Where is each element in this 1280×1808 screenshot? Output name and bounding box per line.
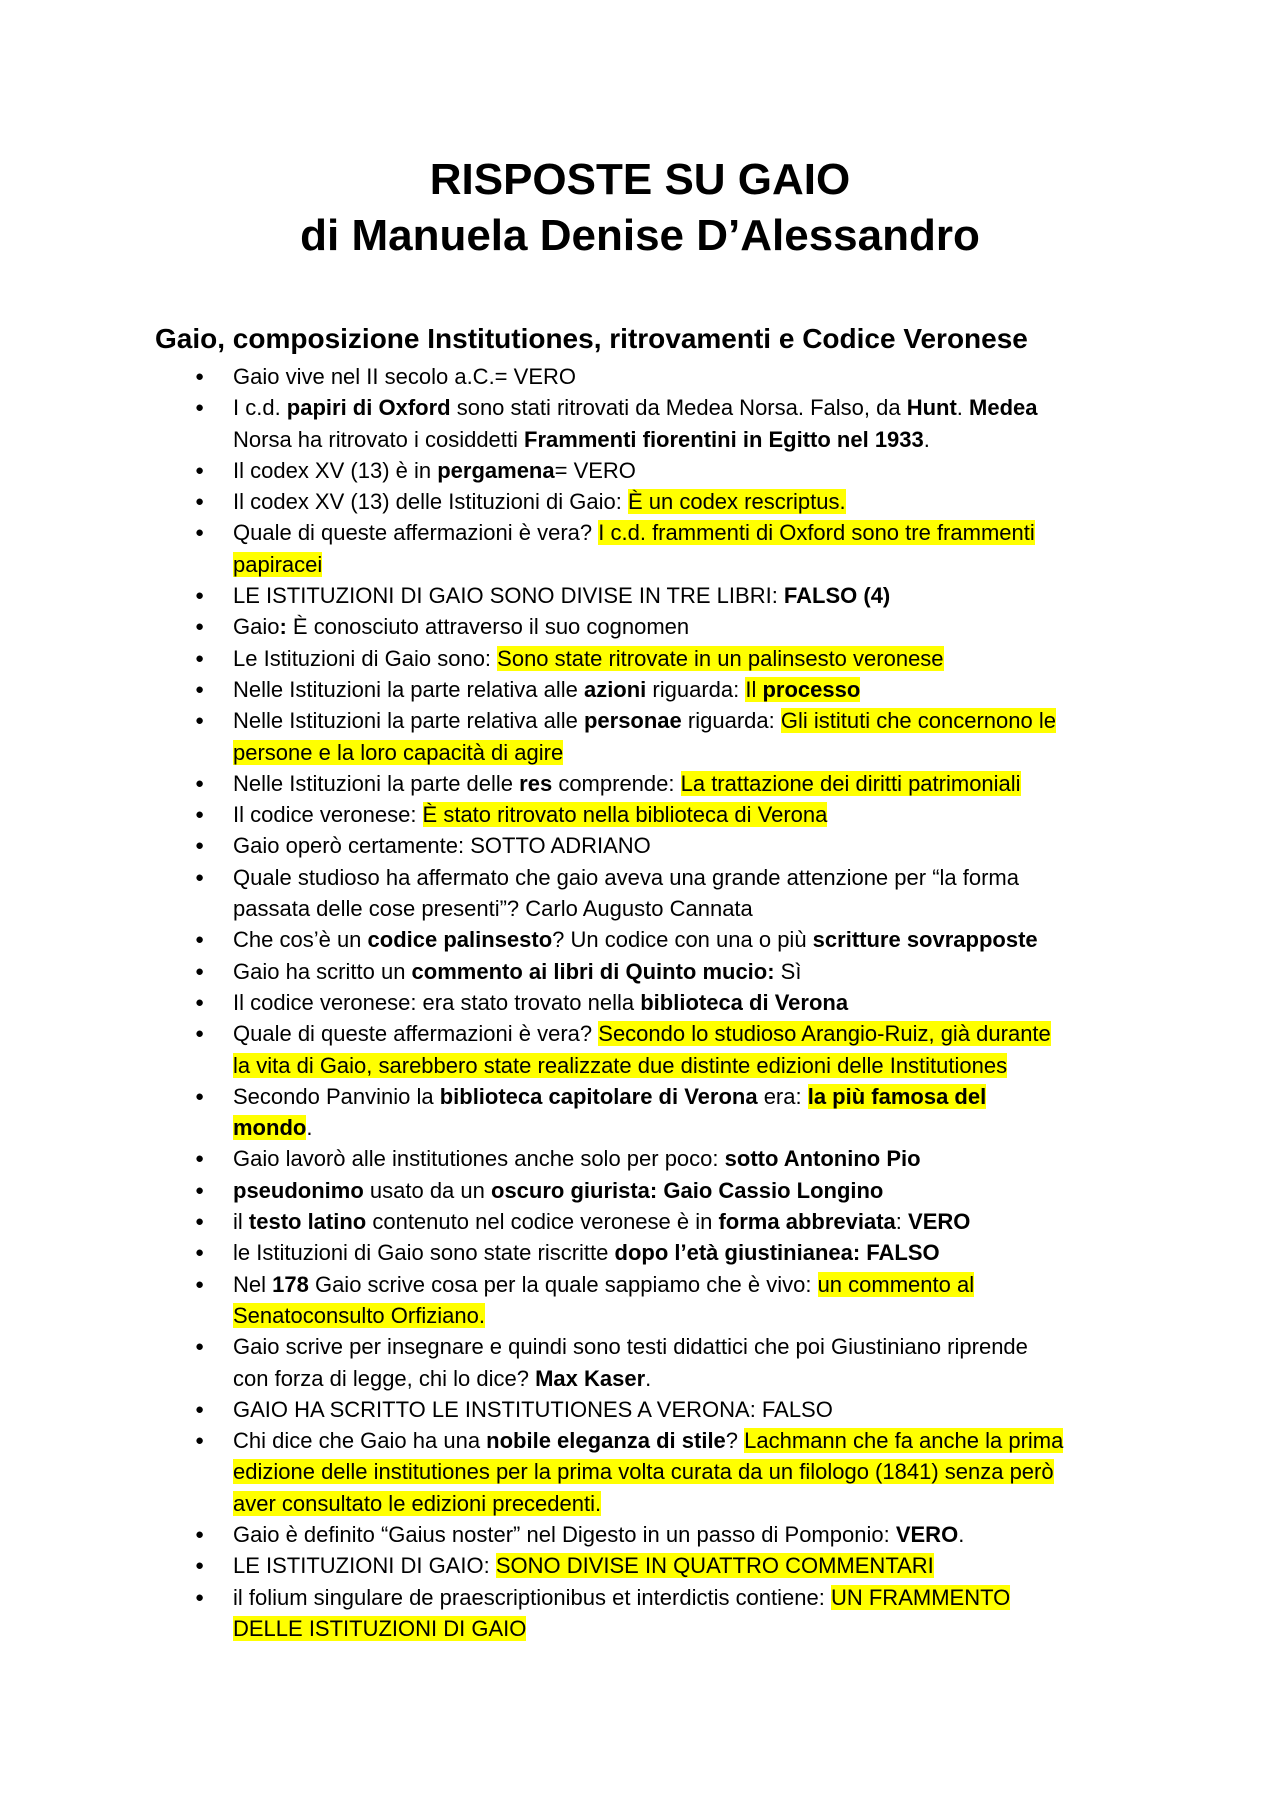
- list-item-line: [233, 1300, 1133, 1331]
- list-item-line: [233, 737, 1133, 768]
- text-run: Gaio scrive per insegnare e quindi sono testi didattici che poi Giustiniano riprende: [233, 1334, 1028, 1360]
- list-item-line: [233, 1269, 1133, 1300]
- text-run: Nelle Istituzioni la parte relativa alle: [233, 708, 584, 734]
- highlighted-text: Sono state ritrovate in un palinsesto veronese: [497, 645, 944, 671]
- text-run: Gaio è definito “Gaius noster” nel Digesto in un passo di Pomponio:: [233, 1521, 896, 1547]
- text-run: ?: [725, 1428, 745, 1454]
- text-run: Nelle Istituzioni la parte delle: [233, 770, 520, 796]
- list-item-line: [233, 424, 1133, 455]
- list-item: [0, 455, 1133, 486]
- highlighted-text: aver consultato le edizioni precedenti.: [233, 1490, 602, 1516]
- list-item: [0, 956, 1133, 987]
- highlighted-text: mondo: [233, 1115, 307, 1141]
- list-item-line: [233, 674, 1133, 705]
- text-run: Sì: [774, 958, 802, 984]
- list-item-line: [233, 1394, 1133, 1425]
- text-run: I c.d.: [233, 395, 287, 421]
- text-run: :: [895, 1209, 909, 1235]
- list-item-line: [233, 1456, 1133, 1487]
- list-item-line: [233, 1519, 1133, 1550]
- text-run: Il codice veronese: era stato trovato nella: [233, 989, 641, 1015]
- text-run: il: [233, 1209, 249, 1235]
- list-item: [0, 830, 1133, 861]
- list-item-line: [233, 1050, 1133, 1081]
- list-item: [0, 924, 1133, 955]
- list-item: [0, 1206, 1133, 1237]
- list-item-line: [233, 893, 1133, 924]
- list-item-line: [233, 862, 1133, 893]
- text-run: riguarda:: [681, 708, 781, 734]
- text-run: biblioteca capitolare di Verona: [439, 1083, 758, 1109]
- text-run: VERO: [895, 1521, 959, 1547]
- text-run: Il codex XV (13) è in: [233, 457, 438, 483]
- text-run: testo latino: [248, 1209, 367, 1235]
- list-item: [0, 517, 1133, 580]
- text-run: Gaio operò certamente: SOTTO ADRIANO: [233, 833, 651, 859]
- list-item: [0, 361, 1133, 392]
- list-item-line: [233, 643, 1133, 674]
- list-item: [0, 1269, 1133, 1332]
- text-run: Medea: [969, 395, 1038, 421]
- list-item: [0, 1550, 1133, 1581]
- text-run: FALSO (4): [783, 583, 891, 609]
- text-run: codice palinsesto: [367, 927, 553, 953]
- list-item: [0, 987, 1133, 1018]
- text-run: scritture sovrapposte: [812, 927, 1038, 953]
- list-item-line: [233, 1018, 1133, 1049]
- text-run: sono stati ritrovati da Medea Norsa. Falso, da: [450, 395, 907, 421]
- text-run: usato da un: [363, 1177, 491, 1203]
- highlighted-text: La trattazione dei diritti patrimoniali: [680, 770, 1021, 796]
- text-run: Il codex XV (13) delle Istituzioni di Gaio:: [233, 489, 628, 515]
- text-run: pseudonimo: [233, 1177, 364, 1203]
- list-item: [0, 1175, 1133, 1206]
- document-title: RISPOSTE SU GAIO: [429, 155, 851, 204]
- list-item-line: [233, 705, 1133, 736]
- list-item-line: [233, 517, 1133, 548]
- text-run: biblioteca di Verona: [640, 989, 849, 1015]
- text-run: .: [958, 1521, 965, 1547]
- list-item-line: [233, 1237, 1133, 1268]
- list-item-line: [233, 956, 1133, 987]
- list-item-line: [233, 1582, 1133, 1613]
- list-item-line: [233, 1175, 1133, 1206]
- list-item-line: [233, 1613, 1133, 1644]
- highlighted-text: SONO DIVISE IN QUATTRO COMMENTARI: [495, 1553, 934, 1579]
- text-run: pergamena: [437, 457, 555, 483]
- list-item: [0, 1394, 1133, 1425]
- list-item-line: [233, 486, 1133, 517]
- text-run: Nel: [233, 1271, 273, 1297]
- text-run: forma abbreviata: [718, 1209, 896, 1235]
- text-run: È conosciuto attraverso il suo cognomen: [286, 614, 690, 640]
- list-item: [0, 580, 1133, 611]
- text-run: Norsa ha ritrovato i cosiddetti: [233, 426, 525, 452]
- highlighted-text: È un codex rescriptus.: [627, 489, 846, 515]
- list-item-line: [233, 361, 1133, 392]
- list-item-line: [233, 799, 1133, 830]
- text-run: Quale di queste affermazioni è vera?: [233, 1021, 599, 1047]
- text-run: Quale studioso ha affermato che gaio aveva una grande attenzione per “la forma: [233, 864, 1019, 890]
- text-run: ? Un codice con una o più: [552, 927, 813, 953]
- text-run: .: [645, 1365, 652, 1391]
- text-run: Che cos’è un: [233, 927, 368, 953]
- list-item-line: [233, 1363, 1133, 1394]
- list-item-line: [233, 768, 1133, 799]
- text-run: :: [279, 614, 287, 640]
- list-item-line: [233, 1425, 1133, 1456]
- text-run: Gaio: [233, 614, 280, 640]
- list-item: [0, 1081, 1133, 1144]
- list-item: [0, 1331, 1133, 1394]
- text-run: .: [306, 1115, 313, 1141]
- list-item-line: [233, 611, 1133, 642]
- text-run: .: [956, 395, 970, 421]
- text-run: Gaio lavorò alle institutiones anche solo per poco:: [233, 1146, 725, 1172]
- text-run: azioni: [583, 676, 647, 702]
- text-run: le Istituzioni di Gaio sono state riscritte: [233, 1240, 615, 1266]
- section-heading: Gaio, composizione Institutiones, ritrovamenti e Codice Veronese: [155, 323, 1028, 354]
- text-run: GAIO HA SCRITTO LE INSTITUTIONES A VERONA: FALSO: [233, 1396, 833, 1422]
- text-run: contenuto nel codice veronese è in: [366, 1209, 719, 1235]
- list-item: [0, 1018, 1133, 1081]
- list-item-line: [233, 1488, 1133, 1519]
- list-item: [0, 674, 1133, 705]
- text-run: res: [519, 770, 553, 796]
- document-author: di Manuela Denise D’Alessandro: [300, 211, 980, 260]
- text-run: Frammenti fiorentini in Egitto nel 1933: [524, 426, 924, 452]
- highlighted-text: Secondo lo studioso Arangio-Ruiz, già durante: [598, 1021, 1051, 1047]
- text-run: LE ISTITUZIONI DI GAIO:: [233, 1553, 496, 1579]
- text-run: 178: [272, 1271, 309, 1297]
- list-item: [0, 392, 1133, 455]
- list-item: [0, 768, 1133, 799]
- text-run: Quale di queste affermazioni è vera?: [233, 520, 599, 546]
- highlighted-text: la vita di Gaio, sarebbero state realizzate due distinte edizioni delle Institutiones: [233, 1052, 1008, 1078]
- answer-list: [0, 361, 1133, 1644]
- list-item: [0, 486, 1133, 517]
- list-item: [0, 611, 1133, 642]
- text-run: Max Kaser: [535, 1365, 646, 1391]
- highlighted-text: un commento al: [817, 1271, 975, 1297]
- text-run: personae: [583, 708, 682, 734]
- text-run: Nelle Istituzioni la parte relativa alle: [233, 676, 584, 702]
- highlighted-text: I c.d. frammenti di Oxford sono tre frammenti: [598, 520, 1035, 546]
- highlighted-text: persone e la loro capacità di agire: [233, 739, 564, 765]
- text-run: commento ai libri di Quinto mucio:: [411, 958, 775, 984]
- list-item: [0, 862, 1133, 925]
- text-run: papiri di Oxford: [286, 395, 451, 421]
- list-item: [0, 1425, 1133, 1519]
- list-item-line: [233, 987, 1133, 1018]
- highlighted-text: DELLE ISTITUZIONI DI GAIO: [233, 1615, 527, 1641]
- list-item: [0, 705, 1133, 768]
- text-run: dopo l’età giustinianea: FALSO: [614, 1240, 940, 1266]
- text-run: Gaio scrive cosa per la quale sappiamo che è vivo:: [308, 1271, 818, 1297]
- text-run: riguarda:: [646, 676, 746, 702]
- list-item-line: [233, 392, 1133, 423]
- text-run: LE ISTITUZIONI DI GAIO SONO DIVISE IN TRE LIBRI:: [233, 583, 784, 609]
- text-run: Le Istituzioni di Gaio sono:: [233, 645, 498, 671]
- list-item-line: [233, 1143, 1133, 1174]
- text-run: Gaio ha scritto un: [233, 958, 412, 984]
- list-item-line: [233, 1550, 1133, 1581]
- highlighted-text: processo: [762, 676, 861, 702]
- list-item: [0, 1519, 1133, 1550]
- list-item-line: [233, 924, 1133, 955]
- highlighted-text: papiracei: [233, 551, 323, 577]
- text-run: Chi dice che Gaio ha una: [233, 1428, 487, 1454]
- text-run: con forza di legge, chi lo dice?: [233, 1365, 536, 1391]
- list-item: [0, 799, 1133, 830]
- text-run: Hunt: [906, 395, 957, 421]
- text-run: oscuro giurista: Gaio Cassio Longino: [491, 1177, 884, 1203]
- text-run: era:: [757, 1083, 808, 1109]
- list-item: [0, 1237, 1133, 1268]
- text-run: comprende:: [552, 770, 681, 796]
- list-item-line: [233, 830, 1133, 861]
- list-item: [0, 1143, 1133, 1174]
- text-run: nobile eleganza di stile: [486, 1428, 726, 1454]
- highlighted-text: la più famosa del: [807, 1083, 987, 1109]
- list-item-line: [233, 549, 1133, 580]
- highlighted-text: Lachmann che fa anche la prima: [744, 1428, 1064, 1454]
- list-item-line: [233, 1112, 1133, 1143]
- highlighted-text: edizione delle institutiones per la prima volta curata da un filologo (1841) senza però: [233, 1459, 1054, 1485]
- highlighted-text: Il: [745, 676, 763, 702]
- text-run: sotto Antonino Pio: [724, 1146, 921, 1172]
- text-run: passata delle cose presenti”? Carlo Augusto Cannata: [233, 896, 753, 922]
- highlighted-text: UN FRAMMENTO: [830, 1584, 1011, 1610]
- text-run: .: [923, 426, 930, 452]
- list-item: [0, 643, 1133, 674]
- list-item-line: [233, 1081, 1133, 1112]
- text-run: = VERO: [554, 457, 636, 483]
- list-item-line: [233, 1206, 1133, 1237]
- text-run: Secondo Panvinio la: [233, 1083, 440, 1109]
- list-item: [0, 1582, 1133, 1645]
- highlighted-text: Gli istituti che concernono le: [780, 708, 1056, 734]
- list-item-line: [233, 1331, 1133, 1362]
- text-run: Il codice veronese:: [233, 802, 423, 828]
- text-run: Gaio vive nel II secolo a.C.= VERO: [233, 364, 576, 389]
- list-item-line: [233, 455, 1133, 486]
- text-run: VERO: [908, 1209, 971, 1235]
- list-item-line: [233, 580, 1133, 611]
- text-run: il folium singulare de praescriptionibus et interdictis contiene:: [233, 1584, 831, 1610]
- highlighted-text: È stato ritrovato nella biblioteca di Verona: [422, 802, 828, 828]
- highlighted-text: Senatoconsulto Orfiziano.: [233, 1302, 485, 1328]
